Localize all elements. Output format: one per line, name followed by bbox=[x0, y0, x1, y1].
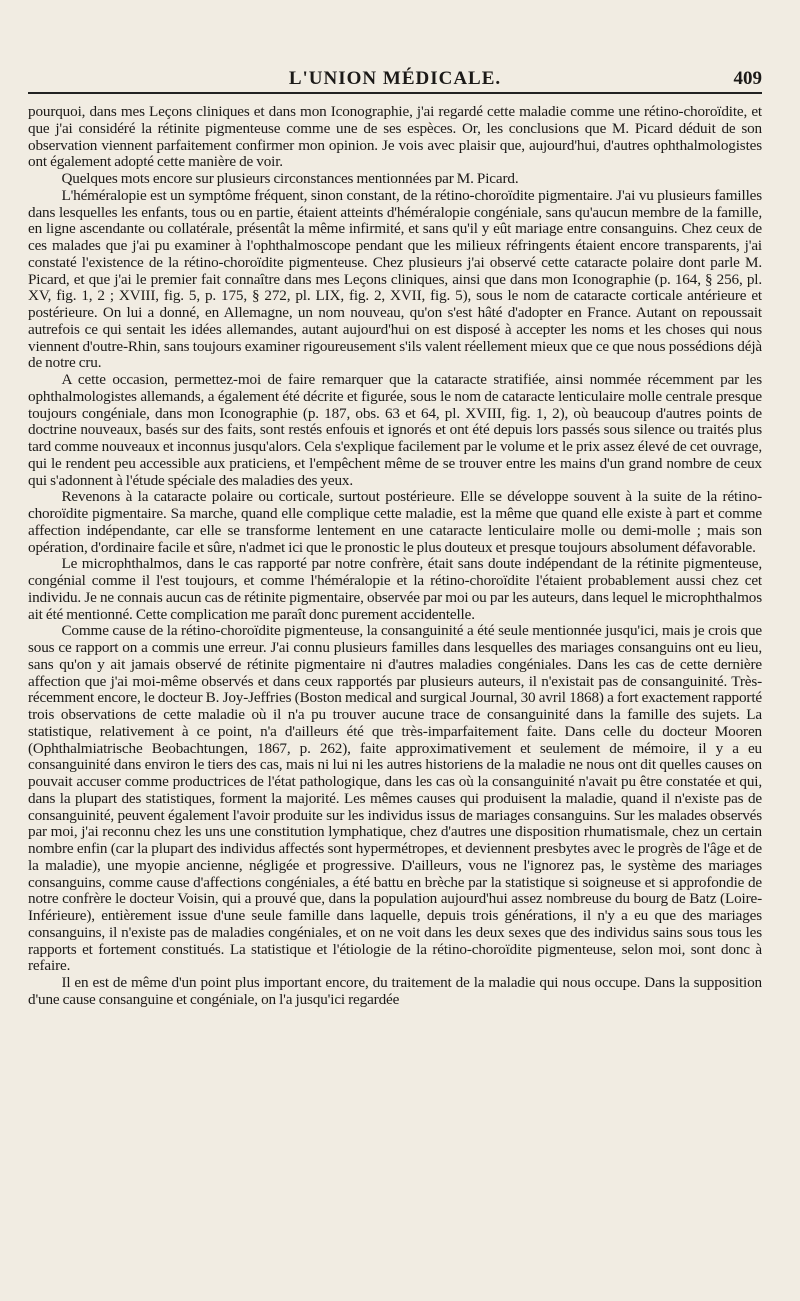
page-header bbox=[28, 62, 762, 96]
paragraph: Le microphthalmos, dans le cas rapporté par notre confrère, était sans doute indépendant de la rétinite pigmenteuse, congénial comme il l'est toujours, et comme l'héméralopie et la rétino-choroïdite l'étaient probablement aussi chez cet individu. Je ne connais aucun cas de rétinite pigmentaire, observée par moi ou par les auteurs, dans lequel le microphthalmos ait été mentionné. Cette complication me paraît donc purement accidentelle. bbox=[28, 555, 762, 623]
paragraph: L'héméralopie est un symptôme fréquent, sinon constant, de la rétino-choroïdite pigmentaire. J'ai vu plusieurs familles dans lesquelles les enfants, tous ou en partie, étaient atteints d'héméralopie congéniale, sans qu'aucun membre de la famille, en ligne ascendante ou collatérale, présentât la même infirmité, et sans qu'il y eût mariage entre consanguins. Chez ceux de ces malades que j'ai pu examiner à l'ophthalmoscope pendant que les milieux réfringents étaient encore transparents, j'ai constaté l'existence de la rétino-choroïdite pigmenteuse. Chez plusieurs j'ai observé cette cataracte polaire dont parle M. Picard, et que j'ai le premier fait connaître dans mes Leçons cliniques, ainsi que dans mon Iconographie (p. 164, § 256, pl. XV, fig. 1, 2 ; XVIII, fig. 5, p. 175, § 272, pl. LIX, fig. 2, XVII, fig. 5), sous le nom de cataracte corticale antérieure et postérieure. On lui a donné, en Allemagne, un nom nouveau, qu'on s'est hâté d'adopter en France. Autant on repoussait autrefois ce qui sentait les idées allemandes, autant aujourd'hui on est disposé à accepter les noms et les choses qui nous viennent d'outre-Rhin, sans toujours examiner rigoureusement s'ils valent réellement mieux que ce que nous possédions déjà de notre cru. bbox=[28, 186, 762, 372]
paragraph: pourquoi, dans mes Leçons cliniques et dans mon Iconographie, j'ai regardé cette maladie comme une rétino-choroïdite, et que j'ai considéré la rétinite pigmenteuse comme une de ses espèces. Or, les conclusions que M. Picard déduit de son observation viennent parfaitement confirmer mon opinion. Je vois avec plaisir que, aujourd'hui, d'autres ophthalmologistes ont également adopté cette manière de voir. bbox=[28, 103, 762, 171]
page-number: 409 bbox=[733, 68, 762, 89]
header-rule bbox=[28, 92, 762, 94]
running-title: L'UNION MÉDICALE. bbox=[288, 68, 502, 89]
paragraph: Il en est de même d'un point plus important encore, du traitement de la maladie qui nous occupe. Dans la supposition d'une cause consanguine et congéniale, on l'a jusqu'ici regardée bbox=[28, 974, 762, 1008]
paragraph: Comme cause de la rétino-choroïdite pigmenteuse, la consanguinité a été seule mentionnée jusqu'ici, mais je crois que sous ce rapport on a commis une erreur. J'ai connu plusieurs familles dans lesquelles des mariages consanguins ont eu lieu, sans qu'on y ait jamais observé de rétinite pigmentaire ni d'autres maladies congéniales. Dans les cas de cette dernière affection que j'ai moi-même observés et dans ceux rapportés par plusieurs auteurs, il n'existait pas de consanguinité. Très-récemment encore, le docteur B. Joy-Jeffries (Boston medical and surgical Journal, 30 avril 1868) a fort exactement rapporté trois observations de cette maladie où il n'a pu trouver aucune trace de consanguinité dans la famille des sujets. La statistique, relativement à ce point, n'a d'ailleurs été que très-imparfaitement faite. Dans celle du docteur Mooren (Ophthalmiatrische Beobachtungen, 1867, p. 262), faite approximativement et seulement de mémoire, il y a eu consanguinité dans environ le tiers des cas, mais ni lui ni les autres historiens de la maladie ne nous ont dit quelles causes on pouvait accuser comme productrices de l'état pathologique, dans les cas où la consanguinité n'avait pu être constatée et qui, dans la plupart des statistiques, forment la majorité. Les mêmes causes qui produisent la maladie, quand il n'existe pas de consanguinité, peuvent également l'avoir produite sur les individus issus de mariages consanguins. Sur les malades observés par moi, j'ai reconnu chez les uns une constitution lymphatique, chez d'autres une disposition rhumatismale, chez un certain nombre enfin (car la plupart des individus affectés sont hypermétropes, et deviennent presbytes avec le progrès de l'âge et de la maladie), une myopie ancienne, négligée et progressive. D'ailleurs, vous ne l'ignorez pas, le système des mariages consanguins, comme cause d'affections congéniales, a été battu en brèche par la statistique si soigneuse et si approfondie de notre confrère le docteur Voisin, qui a prouvé que, dans la population aujourd'hui assez nombreuse du bourg de Batz (Loire-Inférieure), entièrement issue d'une seule famille dans laquelle, depuis trois générations, il n'y a eu que des mariages consanguins, il n'existe pas de maladies congéniales, et on ne voit dans les deux sexes que des individus sains sous tous les rapports et fortement constitués. La statistique et l'étiologie de la rétino-choroïdite pigmenteuse, selon moi, sont donc à refaire. bbox=[28, 622, 762, 975]
paragraph: A cette occasion, permettez-moi de faire remarquer que la cataracte stratifiée, ainsi nommée récemment par les ophthalmologistes allemands, a également été décrite et figurée, sous le nom de cataracte lenticulaire molle centrale presque toujours congéniale, dans mon Iconographie (p. 187, obs. 63 et 64, pl. XVIII, fig. 1, 2), où beaucoup d'autres points de doctrine nouveaux, basés sur des faits, sont restés enfouis et ignorés et ont été depuis lors passés sous silence ou traités plus tard comme nouveaux et inconnus jusqu'alors. Cela s'explique facilement par le volume et le prix assez élevé de cet ouvrage, qui le rendent peu accessible aux praticiens, et l'empêchent même de se trouver entre les mains d'un grand nombre de ceux qui s'adonnent à l'étude spéciale des maladies des yeux. bbox=[28, 371, 762, 489]
body-text bbox=[28, 104, 762, 1009]
paragraph: Quelques mots encore sur plusieurs circonstances mentionnées par M. Picard. bbox=[61, 170, 519, 187]
paragraph: Revenons à la cataracte polaire ou corticale, surtout postérieure. Elle se développe souvent à la suite de la rétino-choroïdite pigmentaire. Sa marche, quand elle complique cette maladie, est la même que quand elle existe à part et comme affection indépendante, car elle se transforme lentement en une cataracte lenticulaire molle ou demi-molle ; mais son opération, d'ordinaire facile et sûre, n'admet ici que le pronostic le plus douteux et presque toujours absolument défavorable. bbox=[28, 488, 762, 556]
